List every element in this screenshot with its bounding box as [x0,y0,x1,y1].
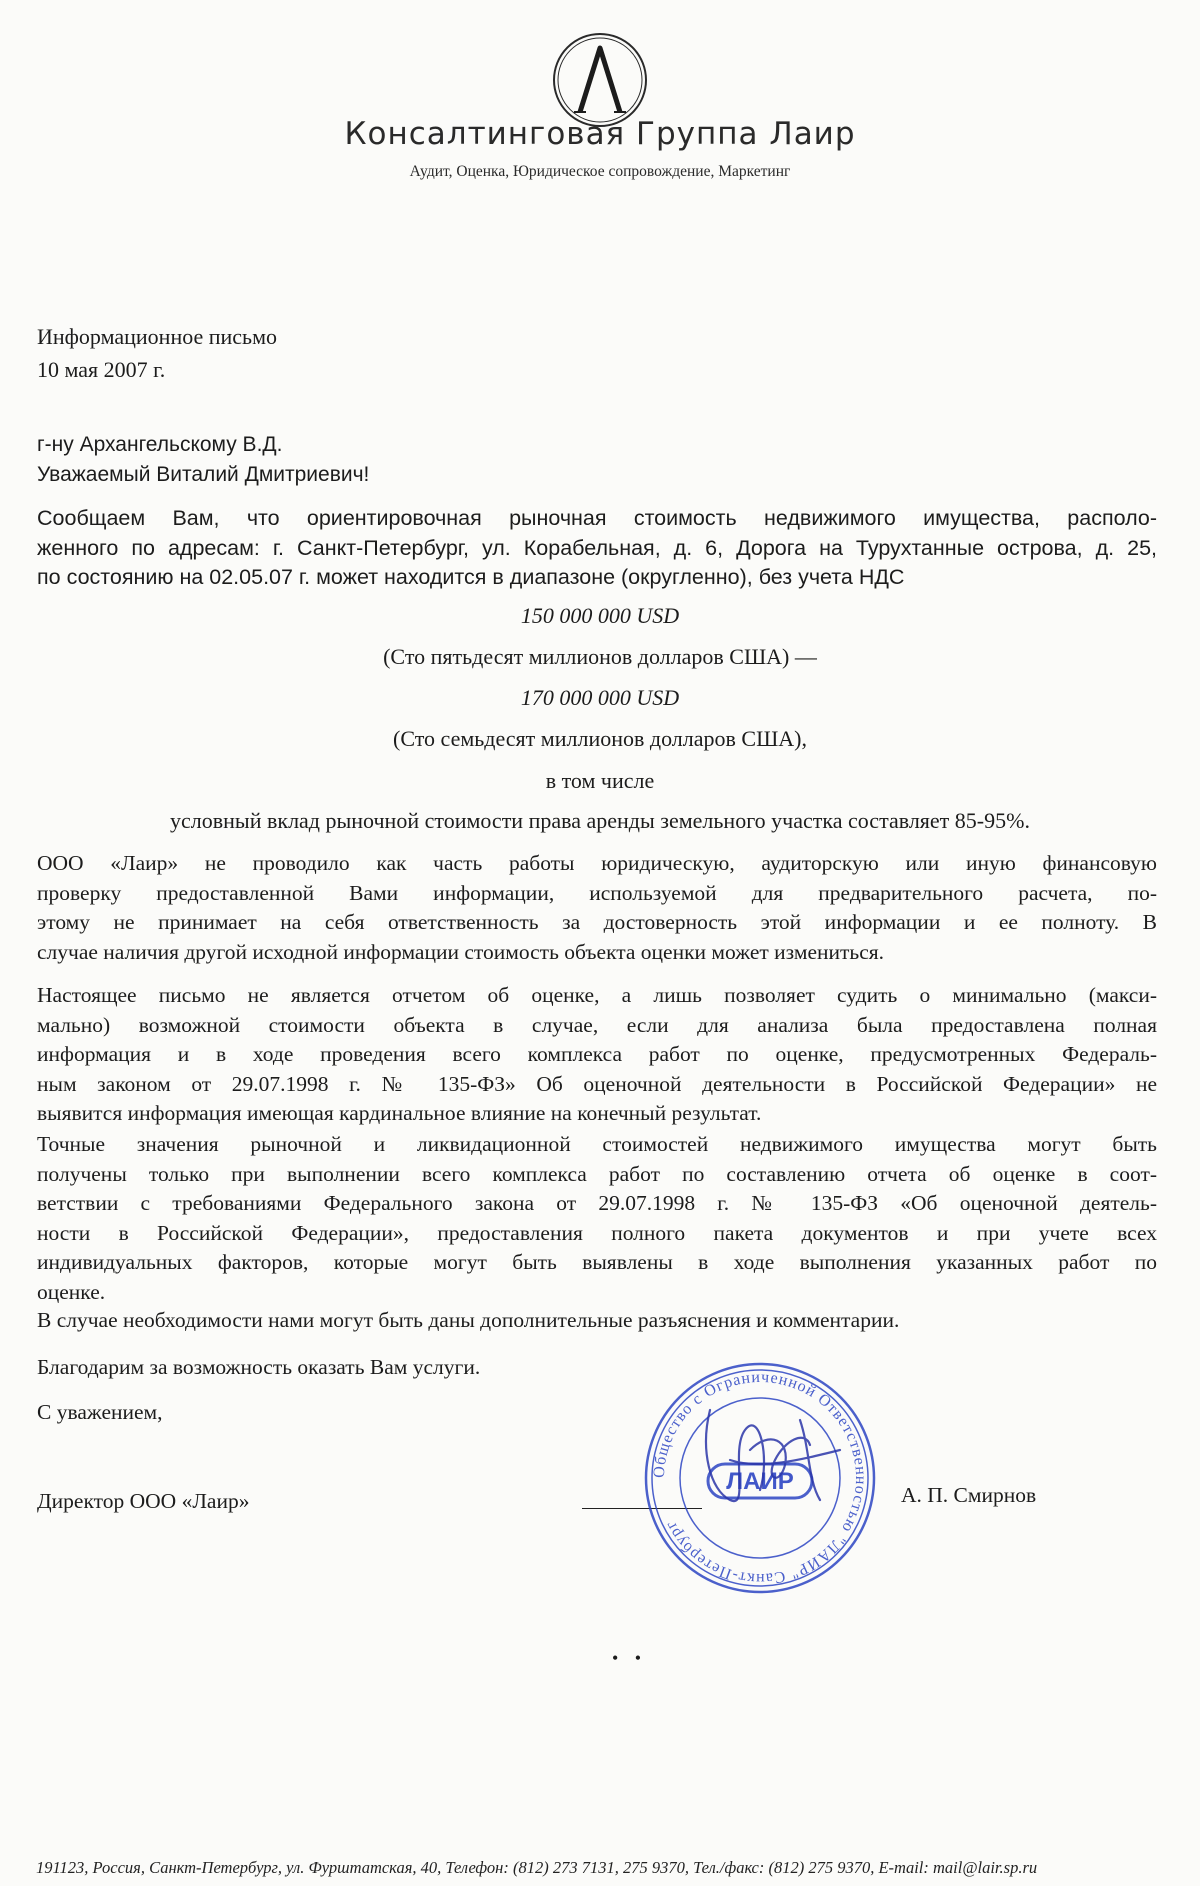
closing-text: С уважением, [37,1400,163,1424]
company-tagline: Аудит, Оценка, Юридическое сопровождение, Маркетинг [409,163,791,180]
stamp-outer-text: Общество с Ограниченной Ответственностью "ЛАИР" Санкт-Петербург [650,1368,870,1588]
intro-line: женного по адресам: г. Санкт-Петербург, ул. Корабельная, д. 6, Дорога на Турухтанные острова, д. 25, [37,535,1157,560]
exact-values-line: получены только при выполнении всего комплекса работ по составлению отчета об оценке в соот- [37,1161,1157,1186]
intro-paragraph [37,504,1157,593]
document-type: Информационное письмо [37,324,278,349]
intro-line: по состоянию на 02.05.07 г. может находится в диапазоне (округленно), без учета НДС [37,565,905,589]
amount-min-words: (Сто пятьдесят миллионов долларов США) — [383,644,817,669]
not-report-line: Настоящее письмо не является отчетом об оценке, а лишь позволяет судить о минимально (макси- [37,983,1157,1007]
amount-min: 150 000 000 USD [520,603,680,628]
exact-values-line: Точные значения рыночной и ликвидационной стоимостей недвижимого имущества могут быть [37,1132,1157,1156]
explanations-text: В случае необходимости нами могут быть даны дополнительные разъяснения и комментарии. [37,1308,900,1332]
exact-values-line: ности в Российской Федерации», предоставления полного пакета документов и при учете всех [37,1220,1157,1245]
exact-values-line: индивидуальных факторов, которые могут быть выявлены в ходе выполнения указанных работ по [37,1250,1157,1274]
exact-values-line: ветствии с требованиями Федерального закона от 29.07.1998 г. № 135-ФЗ «Об оценочной деятель- [37,1191,1157,1215]
not-report-line: мально) возможной стоимости объекта в случае, если для анализа была предоставлена полная [37,1012,1157,1037]
disclaimer-line: случае наличия другой исходной информации стоимость объекта оценки может измениться. [37,939,885,964]
amount-max: 170 000 000 USD [520,685,680,710]
footer-contacts: 191123, Россия, Санкт-Петербург, ул. Фурштатская, 40, Телефон: (812) 273 7131, 275 9370, Тел./факс: (812) 275 9370, E-mail: mail@lair.sp.ru [36,1858,1038,1877]
company-logo [550,30,650,130]
land-share-text: условный вклад рыночной стоимости права аренды земельного участка составляет 85-95%. [170,808,1030,833]
disclaimer-paragraph [37,849,1157,967]
document-date: 10 мая 2007 г. [37,357,166,382]
exact-values-paragraph [37,1130,1157,1307]
company-name: Консалтинговая Группа Лаир [344,116,856,152]
disclaimer-line: ООО «Лаир» не проводило как часть работы юридическую, аудиторскую или иную финансовую [37,851,1157,875]
amount-max-words: (Сто семьдесят миллионов долларов США), [393,726,807,751]
not-report-paragraph [37,981,1157,1129]
disclaimer-line: проверку предоставленной Вами информации, используемой для предварительного расчета, по- [37,880,1157,905]
exact-values-line: оценке. [37,1279,106,1304]
not-report-line: выявится информация имеющая кардинальное влияние на конечный результат. [37,1101,762,1125]
signature [690,1390,850,1520]
salutation: Уважаемый Виталий Дмитриевич! [37,463,370,486]
scan-dots: • • [612,1648,648,1668]
including-label: в том числе [545,768,655,793]
disclaimer-line: этому не принимает на себя ответственность за достоверность этой информации и ее полноту. В [37,910,1157,934]
not-report-line: ным законом от 29.07.1998 г. № 135-ФЗ» Об оценочной деятельности в Российской Федерации» не [37,1071,1157,1096]
intro-line: Сообщаем Вам, что ориентировочная рыночная стоимость недвижимого имущества, располо- [37,506,1157,530]
thanks-text: Благодарим за возможность оказать Вам услуги. [37,1355,481,1379]
signatory-name: А. П. Смирнов [901,1483,1037,1507]
addressee: г-ну Архангельскому В.Д. [37,433,283,456]
stamp-center-text: ЛАИР [726,1468,794,1495]
not-report-line: информация и в ходе проведения всего комплекса работ по оценке, предусмотренных Федераль- [37,1042,1157,1066]
signatory-position: Директор ООО «Лаир» [37,1489,250,1513]
